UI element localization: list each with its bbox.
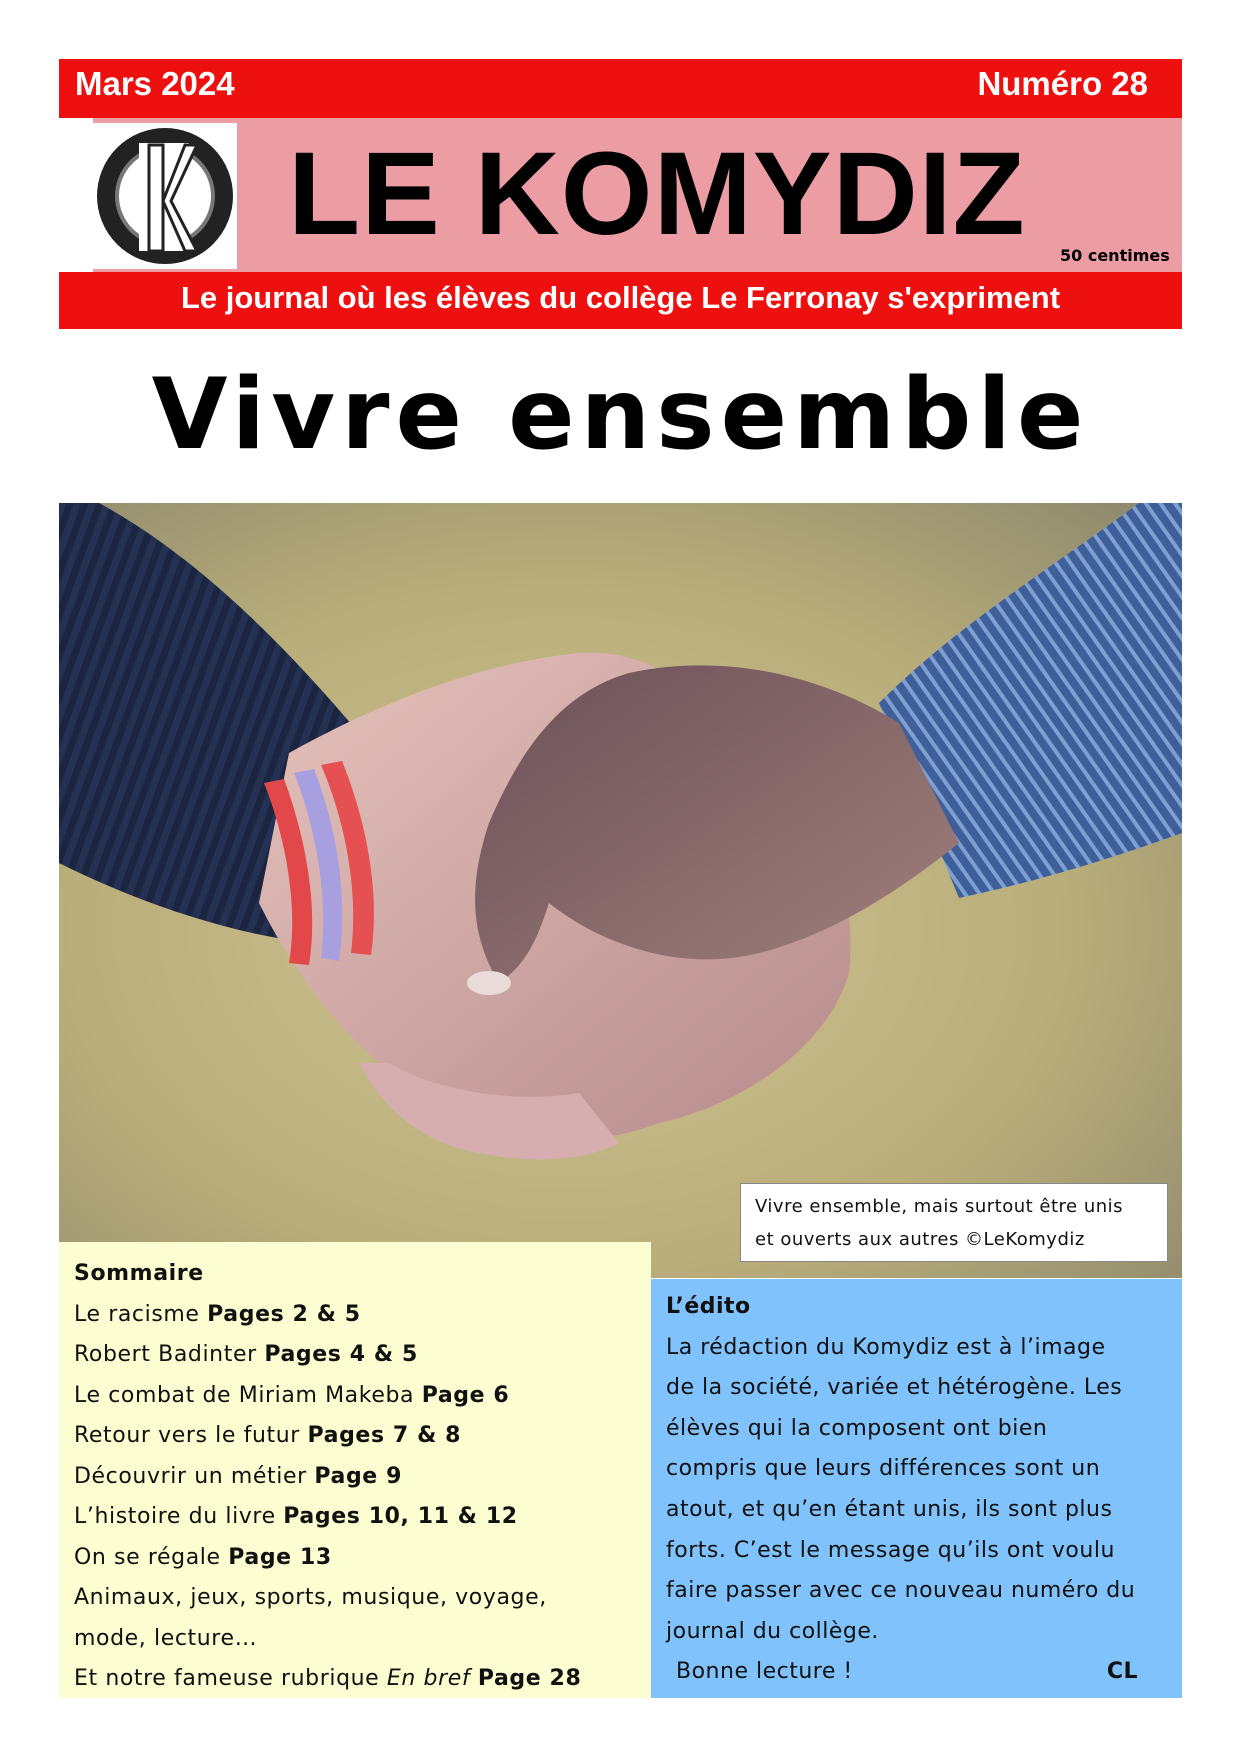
edito-line: La rédaction du Komydiz est à l’image — [666, 1334, 1106, 1360]
issue-number: Numéro 28 — [977, 65, 1148, 102]
sommaire-topic: Découvrir un métier — [74, 1463, 315, 1489]
sommaire-topic: Robert Badinter — [74, 1342, 265, 1367]
sommaire-topic: L’histoire du livre — [74, 1504, 284, 1529]
komydiz-logo — [93, 123, 237, 269]
sommaire-topic: Et notre fameuse rubrique — [74, 1666, 387, 1691]
sommaire-pages: Pages 4 & 5 — [264, 1342, 418, 1367]
sommaire-misc: mode, lecture… — [74, 1625, 258, 1651]
sommaire-pages: Page 6 — [421, 1382, 510, 1408]
sommaire-pages: Page 9 — [314, 1463, 402, 1489]
sommaire-pages: Pages 10, 11 & 12 — [283, 1504, 518, 1529]
issue-date: Mars 2024 — [75, 65, 235, 102]
cover-headline: Vivre ensemble — [151, 358, 1090, 472]
sommaire-item — [74, 1376, 651, 1417]
edito-closing: Bonne lecture ! — [676, 1659, 853, 1685]
rubrique-name: En bref — [386, 1666, 478, 1691]
edito-signature: CL — [1106, 1659, 1138, 1685]
sommaire-pages: Pages 7 & 8 — [307, 1423, 462, 1448]
edito-line: faire passer avec ce nouveau numéro du — [666, 1578, 1136, 1604]
handshake-photo — [59, 503, 1182, 1278]
caption-line: et ouverts aux autres ©LeKomydiz — [755, 1229, 1085, 1250]
edito-line: élèves qui la composent ont bien — [666, 1415, 1048, 1441]
edito-line: atout, et qu’en étant unis, ils sont plus — [666, 1496, 1113, 1522]
sommaire-pages: Page 13 — [228, 1544, 332, 1570]
edito-line: de la société, variée et hétérogène. Les — [666, 1375, 1123, 1401]
sommaire-item — [74, 1457, 651, 1498]
sommaire-item — [74, 1538, 651, 1579]
sommaire-pages: Page 28 — [477, 1666, 582, 1691]
sommaire-box — [59, 1242, 651, 1698]
edito-line: journal du collège. — [666, 1618, 879, 1644]
sommaire-heading: Sommaire — [74, 1261, 204, 1286]
sommaire-topic: On se régale — [74, 1544, 229, 1570]
sommaire-item — [74, 1295, 651, 1336]
photo-caption — [740, 1183, 1168, 1262]
sommaire-topic: Le racisme — [74, 1301, 208, 1327]
sommaire-pages: Pages 2 & 5 — [207, 1301, 361, 1327]
edito-line: compris que leurs différences sont un — [666, 1456, 1101, 1482]
tagline-text: Le journal où les élèves du collège Le Ferronay s'expriment — [180, 280, 1061, 315]
caption-line: Vivre ensemble, mais surtout être unis — [755, 1196, 1124, 1217]
sommaire-topic: Le combat de Miriam Makeba — [74, 1382, 422, 1408]
edito-signoff — [666, 1652, 1166, 1693]
top-bar — [59, 59, 1182, 118]
sommaire-item — [74, 1335, 651, 1376]
price-label: 50 centimes — [1060, 246, 1170, 265]
sommaire-item — [74, 1416, 651, 1457]
tagline-bar — [59, 272, 1182, 329]
sommaire-item — [74, 1497, 651, 1538]
edito-heading: L’édito — [666, 1294, 751, 1319]
newspaper-title: LE KOMYDIZ — [288, 128, 1026, 260]
edito-box — [651, 1279, 1182, 1698]
sommaire-topic: Retour vers le futur — [74, 1423, 308, 1448]
sommaire-misc: Animaux, jeux, sports, musique, voyage, — [74, 1585, 547, 1610]
sommaire-last-item — [74, 1659, 651, 1700]
edito-line: forts. C’est le message qu’ils ont voulu — [666, 1537, 1115, 1563]
